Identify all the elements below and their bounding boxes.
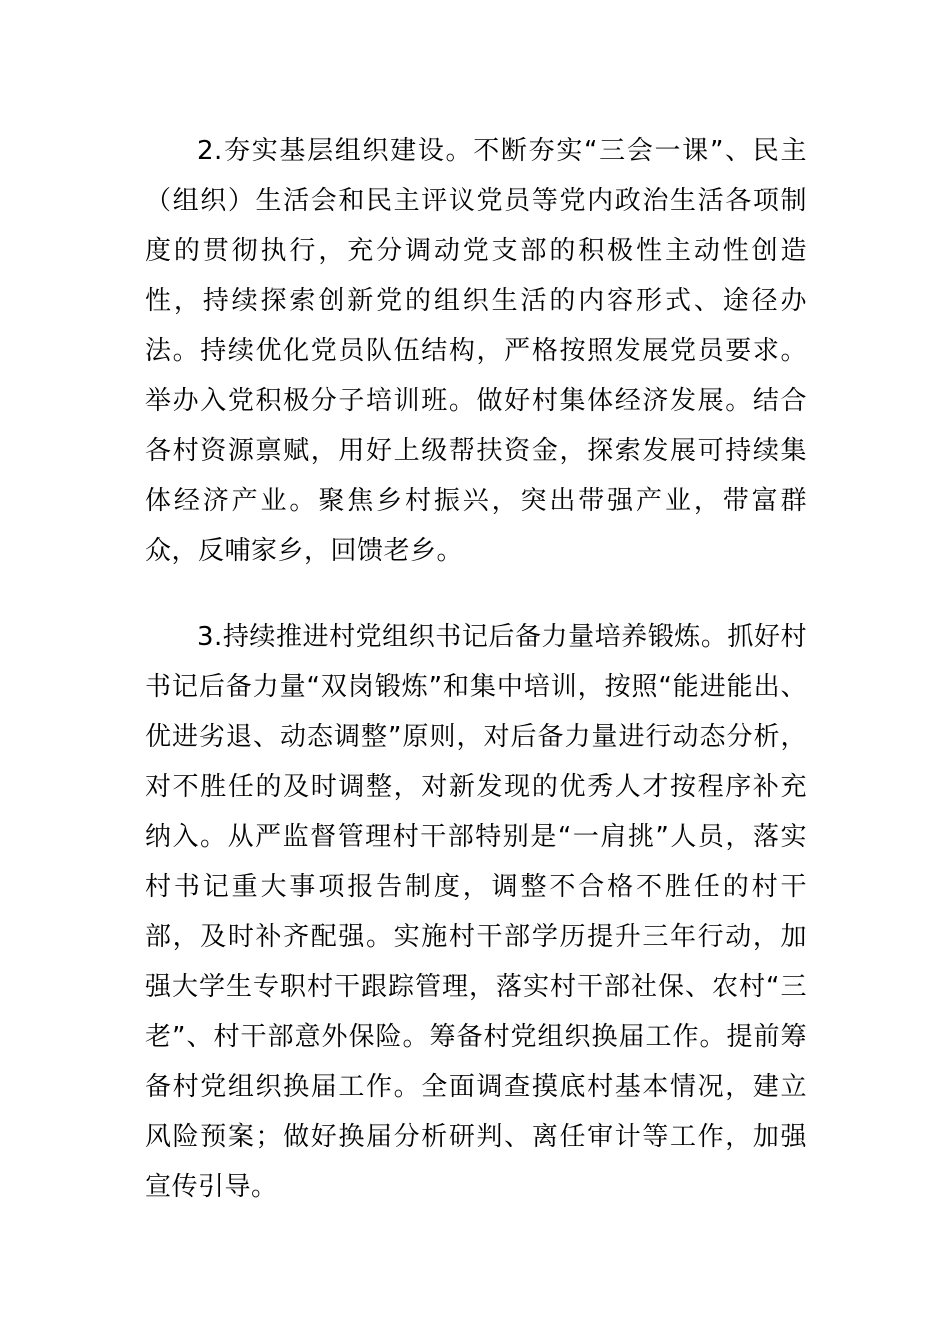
paragraph-village-secretary-reserve: 3.持续推进村党组织书记后备力量培养锻炼。抓好村书记后备力量“双岗锻炼”和集中培训，按照“能进能出、优进劣退、动态调整”原则，对后备力量进行动态分析，对不胜任的及时调整，对新发现的优秀人才按程序补充纳入。从严监督管理村干部特别是“一肩挑”人员，落实村书记重大事项报告制度，调整不合格不胜任的村干部，及时补齐配强。实施村干部学历提升三年行动，加强大学生专职村干跟踪管理，落实村干部社保、农村“三老”、村干部意外保险。筹备村党组织换届工作。提前筹备村党组织换届工作。全面调查摸底村基本情况，建立风险预案；做好换届分析研判、离任审计等工作，加强宣传引导。: [145, 622, 807, 1202]
paragraph-grassroots-organization: 2.夯实基层组织建设。不断夯实“三会一课”、民主（组织）生活会和民主评议党员等党内政治生活各项制度的贯彻执行，充分调动党支部的积极性主动性创造性，持续探索创新党的组织生活的内容形式、途径办法。持续优化党员队伍结构，严格按照发展党员要求。举办入党积极分子培训班。做好村集体经济发展。结合各村资源禀赋，用好上级帮扶资金，探索发展可持续集体经济产业。聚焦乡村振兴，突出带强产业，带富群众，反哺家乡，回馈老乡。: [145, 136, 807, 566]
document-body: [145, 126, 807, 1212]
